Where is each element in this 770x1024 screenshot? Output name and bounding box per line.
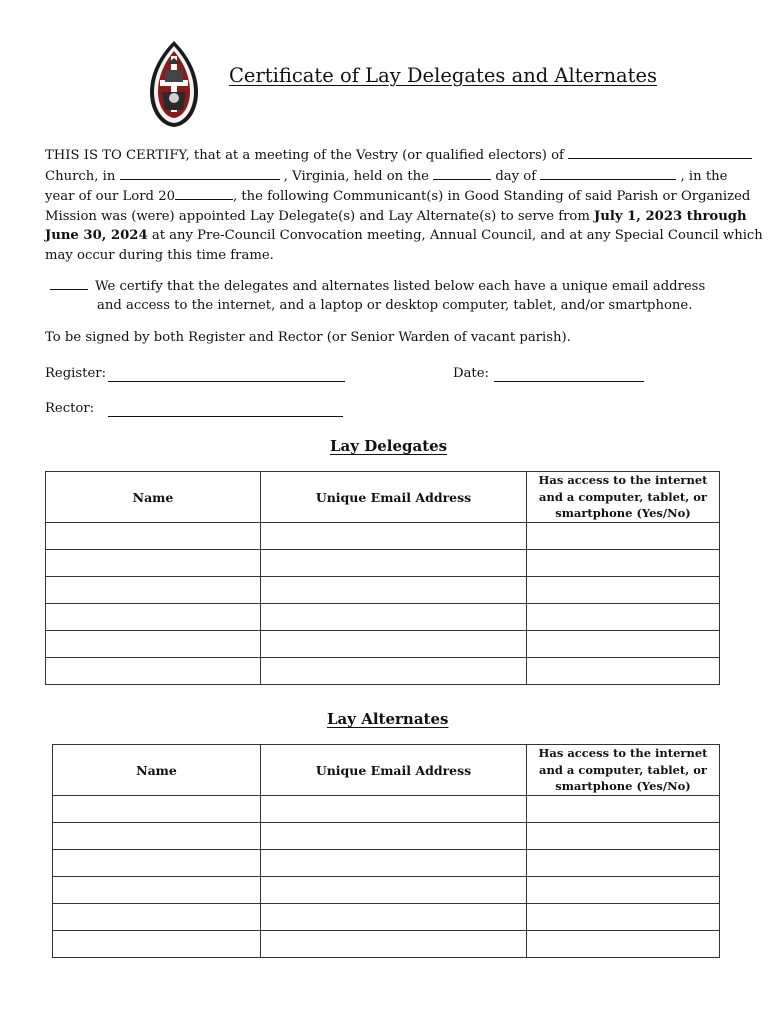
access-cell[interactable] <box>527 850 720 877</box>
alternate-row <box>53 823 720 850</box>
alternate-row <box>53 850 720 877</box>
cert-line-5 <box>45 226 763 246</box>
access-cell[interactable] <box>527 604 720 631</box>
table-header-row <box>53 745 720 796</box>
lay-delegates-title: Lay Delegates <box>330 437 448 455</box>
diocese-seal-logo <box>147 40 201 128</box>
city-blank[interactable] <box>120 166 280 180</box>
church-name-blank[interactable] <box>568 145 752 159</box>
alternate-row <box>53 904 720 931</box>
email-cell[interactable] <box>261 931 527 958</box>
rector-label: Rector: <box>45 401 95 416</box>
delegate-row <box>46 523 720 550</box>
name-cell[interactable] <box>46 523 261 550</box>
cert-line-2 <box>45 166 728 187</box>
register-label: Register: <box>45 366 107 381</box>
access-cell[interactable] <box>527 523 720 550</box>
access-column-header: Has access to the internet and a computer, tablet, or smartphone (Yes/No) <box>527 745 720 796</box>
email-column-header: Unique Email Address <box>261 745 527 796</box>
access-cell[interactable] <box>527 823 720 850</box>
name-cell[interactable] <box>53 904 261 931</box>
access-column-header: Has access to the internet and a computer, tablet, or smartphone (Yes/No) <box>527 472 720 523</box>
year-blank[interactable] <box>175 186 233 200</box>
delegate-row <box>46 604 720 631</box>
cert-line-1 <box>45 145 725 166</box>
name-cell[interactable] <box>46 577 261 604</box>
access-text-line-1: We certify that the delegates and alternates listed below each have a unique email address <box>95 279 706 294</box>
delegate-row <box>46 658 720 685</box>
cert-text: , Virginia, held on the <box>283 168 429 184</box>
rector-signature-line[interactable] <box>108 415 343 417</box>
day-blank[interactable] <box>433 166 491 180</box>
name-cell[interactable] <box>53 931 261 958</box>
alternate-row <box>53 877 720 904</box>
term-end-date: June 30, 2024 <box>45 228 148 243</box>
email-cell[interactable] <box>261 604 527 631</box>
access-cell[interactable] <box>527 904 720 931</box>
cert-line-3 <box>45 186 751 207</box>
access-cell[interactable] <box>527 931 720 958</box>
email-cell[interactable] <box>261 904 527 931</box>
name-cell[interactable] <box>53 823 261 850</box>
table-header-row <box>46 472 720 523</box>
email-cell[interactable] <box>261 658 527 685</box>
email-cell[interactable] <box>261 850 527 877</box>
access-cell[interactable] <box>527 796 720 823</box>
page-title: Certificate of Lay Delegates and Alternates <box>229 64 658 87</box>
access-initial-blank[interactable] <box>50 276 88 290</box>
access-cell[interactable] <box>527 658 720 685</box>
cert-text: Mission was (were) appointed Lay Delegate(s) and Lay Alternate(s) to serve from <box>45 208 595 224</box>
date-label: Date: <box>453 366 489 381</box>
access-certification <box>50 276 705 315</box>
name-cell[interactable] <box>46 631 261 658</box>
email-cell[interactable] <box>261 631 527 658</box>
date-line[interactable] <box>494 380 644 382</box>
cert-text: day of <box>495 168 537 184</box>
cert-line-6: may occur during this time frame. <box>45 247 274 263</box>
name-cell[interactable] <box>53 877 261 904</box>
email-cell[interactable] <box>261 577 527 604</box>
certification-paragraph <box>45 145 763 265</box>
name-column-header: Name <box>53 745 261 796</box>
lay-delegates-table <box>45 471 720 685</box>
name-cell[interactable] <box>46 658 261 685</box>
cert-text: at any Pre-Council Convocation meeting, Annual Council, and at any Special Council which <box>147 228 763 243</box>
email-cell[interactable] <box>261 823 527 850</box>
delegate-row <box>46 577 720 604</box>
delegate-row <box>46 631 720 658</box>
month-blank[interactable] <box>540 166 676 180</box>
name-column-header: Name <box>46 472 261 523</box>
lay-alternates-title: Lay Alternates <box>327 710 449 728</box>
cert-text: THIS IS TO CERTIFY, that at a meeting of the Vestry (or qualified electors) of <box>45 148 564 163</box>
lay-alternates-table <box>52 744 720 958</box>
email-cell[interactable] <box>261 877 527 904</box>
alternate-row <box>53 796 720 823</box>
name-cell[interactable] <box>53 850 261 877</box>
name-cell[interactable] <box>46 550 261 577</box>
cert-text: , in the <box>680 168 728 184</box>
alternate-row <box>53 931 720 958</box>
term-start-date: July 1, 2023 through <box>594 208 747 224</box>
cert-line-4 <box>45 207 747 227</box>
access-cell[interactable] <box>527 631 720 658</box>
cert-text: Church, in <box>45 168 116 184</box>
signature-instruction: To be signed by both Register and Rector (or Senior Warden of vacant parish). <box>45 330 571 345</box>
cert-text: , the following Communicant(s) in Good Standing of said Parish or Organized <box>232 189 751 204</box>
email-cell[interactable] <box>261 796 527 823</box>
email-cell[interactable] <box>261 550 527 577</box>
email-cell[interactable] <box>261 523 527 550</box>
delegate-row <box>46 550 720 577</box>
name-cell[interactable] <box>46 604 261 631</box>
name-cell[interactable] <box>53 796 261 823</box>
email-column-header: Unique Email Address <box>261 472 527 523</box>
access-cell[interactable] <box>527 550 720 577</box>
cert-text: year of our Lord 20 <box>45 189 175 204</box>
register-signature-line[interactable] <box>108 380 345 382</box>
access-cell[interactable] <box>527 577 720 604</box>
access-cell[interactable] <box>527 877 720 904</box>
access-text-line-2: and access to the internet, and a laptop or desktop computer, tablet, and/or smartphone. <box>97 298 693 313</box>
